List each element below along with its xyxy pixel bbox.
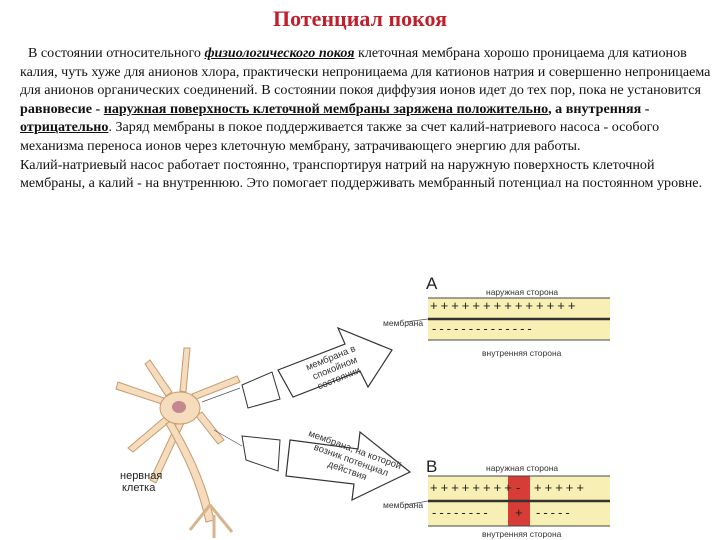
- panel-b-letter: B: [426, 457, 438, 476]
- panel-b-membrane-label: мембрана: [383, 500, 424, 510]
- p1-text-2: клеточная мембрана хорошо проницаема для катионов калия, чуть хуже для анионов хлора, практически непроницаема для катионов натрия и совершенно непроницаема для анионов органических соединений. В состоянии покоя диффузия ионов идет до тех пор, пока не установится: [20, 45, 711, 99]
- projection-top: [242, 372, 280, 408]
- p1-comma: ,: [548, 100, 556, 117]
- panel-a-outer-label: наружная сторона: [486, 287, 559, 297]
- panel-a-plus-row: + + + + + + + + + + + + + +: [430, 298, 576, 313]
- panel-a-membrane-label: мембрана: [383, 318, 424, 328]
- panel-b-spot-bottom: +: [515, 505, 523, 520]
- term-outer-surface-positive: наружная поверхность клеточной мембраны заряжена положительно: [103, 100, 549, 117]
- term-negative: отрицательно: [20, 119, 109, 136]
- panel-b-inner-label: внутренняя сторона: [482, 529, 562, 539]
- nerve-cell-label-line1: нервная: [120, 470, 163, 482]
- p1-dash-1: -: [91, 100, 104, 117]
- panel-b-minus-right: - - - - -: [536, 505, 570, 520]
- panel-b-plus-right: + + + + +: [534, 480, 584, 495]
- arrow-top-text: мембрана в спокойном состоянии: [304, 343, 363, 393]
- panel-a-minus-row: - - - - - - - - - - - - - -: [432, 321, 532, 336]
- panel-a-inner-label: внутренняя сторона: [482, 348, 562, 358]
- panel-b-plus-left: + + + + + + + +: [430, 480, 512, 495]
- slide-title: Потенциал покоя: [272, 6, 447, 31]
- panel-b-outer-label: наружная сторона: [486, 463, 559, 473]
- projection-bottom: [242, 436, 280, 471]
- panel-a-letter: A: [426, 274, 438, 293]
- p1-text-3: . Заряд мембраны в покое поддерживается также за счет калий-натриевого насоса - особого механизма переноса ионов через клеточную мембрану, затрачивающего энергию для работы.: [20, 119, 660, 154]
- panel-b-minus-left: - - - - - - - -: [432, 505, 488, 520]
- paragraph-2: Калий-натриевый насос работает постоянно, транспортируя натрий на наружную поверхность клеточной мембраны, а калий - на внутреннюю. Это помогает поддерживать мембранный потенциал на постоянном уровне.: [20, 156, 703, 192]
- term-inner: а внутренняя: [555, 100, 642, 117]
- panel-b-spot-top: -: [516, 480, 521, 495]
- term-physiological-rest: физиологического покоя: [204, 45, 355, 61]
- p1-dash-2: -: [641, 100, 650, 117]
- p1-text-1: В состоянии относительного: [28, 45, 205, 61]
- arrow-bottom-text: мембрана, на которой возник потенциал действия: [306, 428, 403, 483]
- neuron-illustration: [116, 348, 240, 538]
- neuron-nucleus: [172, 401, 186, 413]
- nerve-cell-label-line2: клетка: [122, 482, 156, 494]
- term-equilibrium: равновесие: [20, 100, 92, 117]
